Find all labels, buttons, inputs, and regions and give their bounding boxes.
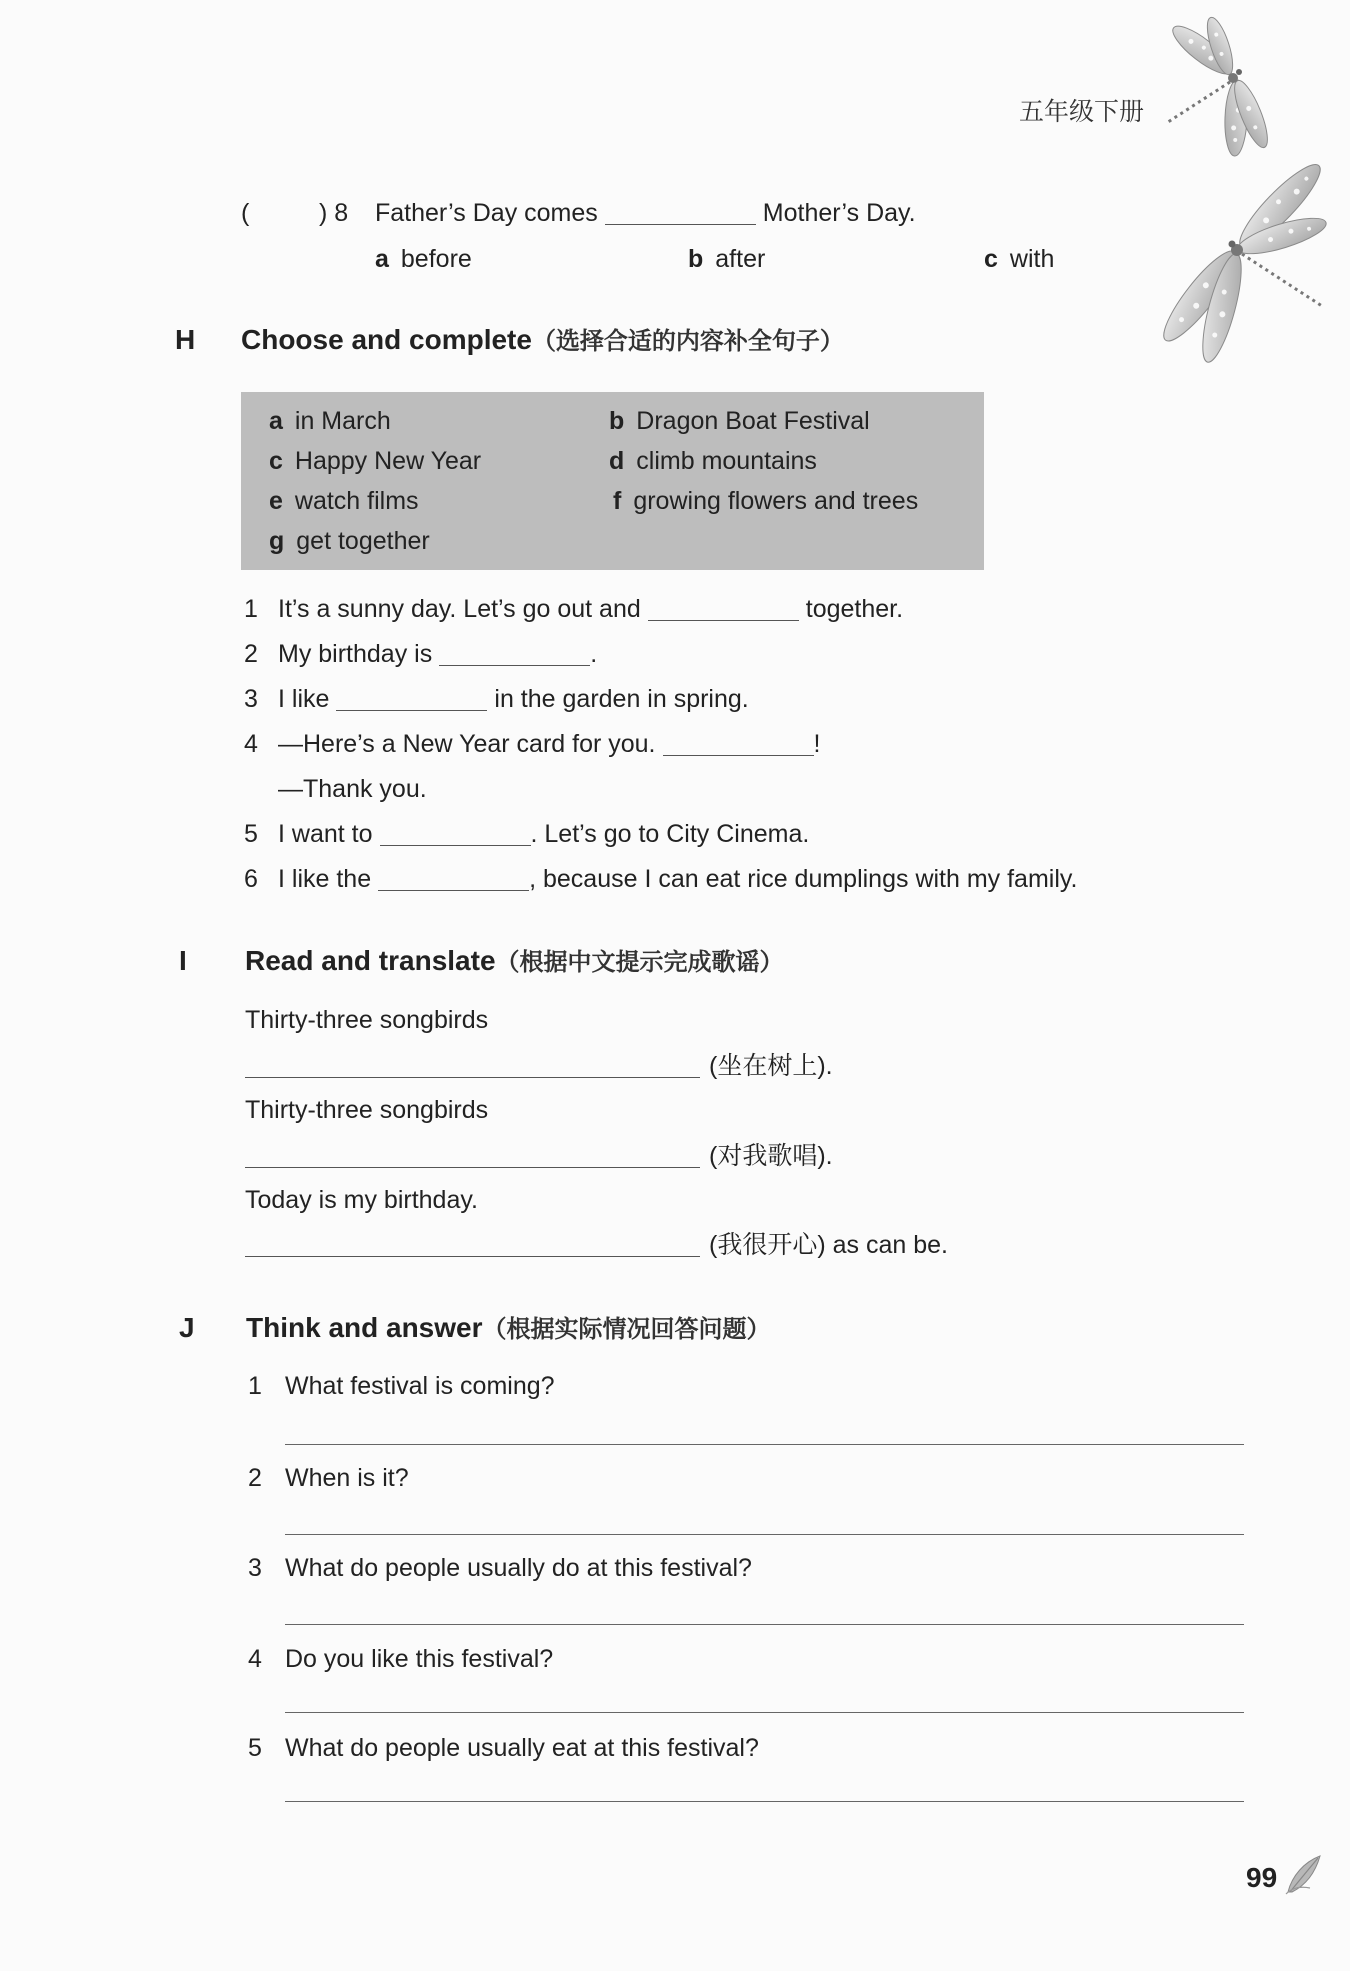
verse-hint: (我很开心) as can be. <box>709 1231 948 1259</box>
j-question-number: 1 <box>248 1372 262 1400</box>
h-item-6-blank[interactable] <box>378 870 529 891</box>
h-item-4-blank[interactable] <box>663 735 814 756</box>
verse-translation-2 <box>245 1141 833 1171</box>
h-item-2: My birthday is . <box>278 640 598 668</box>
verse-3-blank[interactable] <box>245 1236 700 1257</box>
j-question-4: Do you like this festival? <box>285 1645 554 1673</box>
section-h-title: Choose and complete <box>241 324 532 355</box>
h-item-1: It’s a sunny day. Let’s go out and together. <box>278 595 904 623</box>
verse-translation-1 <box>245 1051 833 1081</box>
h-item-number: 6 <box>244 865 258 893</box>
word-box-item-b: b Dragon Boat Festival <box>609 407 870 435</box>
j-question-5: What do people usually eat at this festival? <box>285 1734 759 1762</box>
j-answer-line-2[interactable] <box>285 1534 1244 1535</box>
verse-2-blank[interactable] <box>245 1147 700 1168</box>
q8-number: ) 8 <box>319 199 349 227</box>
j-question-number: 5 <box>248 1734 262 1762</box>
word-box <box>241 392 984 570</box>
word-box-item-c: c Happy New Year <box>269 447 482 475</box>
word-box-item-f: f growing flowers and trees <box>613 487 919 515</box>
section-h-title-cn: （选择合适的内容补全句子） <box>531 328 844 355</box>
q8-option-a: a before <box>375 245 472 273</box>
h-item-4: —Here’s a New Year card for you. ! <box>278 730 821 758</box>
dragonfly-icon <box>1150 10 1340 380</box>
page-number: 99 <box>1246 1862 1278 1893</box>
section-i-title: Read and translate <box>245 945 496 976</box>
j-question-number: 4 <box>248 1645 262 1673</box>
section-h-heading <box>241 323 844 359</box>
h-item-3: I like in the garden in spring. <box>278 685 749 713</box>
word-box-item-e: e watch films <box>269 487 419 515</box>
q8-text-after: Mother’s Day. <box>762 199 916 227</box>
q8-answer-blank[interactable] <box>605 204 756 225</box>
h-item-number: 4 <box>244 730 258 758</box>
verse-hint: (坐在树上). <box>709 1052 833 1080</box>
verse-hint: (对我歌唱). <box>709 1142 833 1170</box>
verse-line: Thirty-three songbirds <box>245 1006 489 1034</box>
q8-text-before: Father’s Day comes <box>375 199 598 227</box>
j-question-1: What festival is coming? <box>285 1372 555 1400</box>
word-box-item-a: a in March <box>269 407 391 435</box>
j-question-3: What do people usually do at this festival? <box>285 1554 752 1582</box>
h-item-4-reply: —Thank you. <box>278 775 427 803</box>
j-answer-line-4[interactable] <box>285 1712 1244 1713</box>
j-answer-line-5[interactable] <box>285 1801 1244 1802</box>
h-item-number: 3 <box>244 685 258 713</box>
section-j-title: Think and answer <box>246 1312 483 1343</box>
section-j-letter: J <box>179 1312 195 1343</box>
h-item-2-blank[interactable] <box>439 645 590 666</box>
h-item-5-blank[interactable] <box>380 825 531 846</box>
h-item-number: 1 <box>244 595 258 623</box>
verse-1-blank[interactable] <box>245 1057 700 1078</box>
verse-line: Thirty-three songbirds <box>245 1096 489 1124</box>
h-item-6: I like the , because I can eat rice dumplings with my family. <box>278 865 1078 893</box>
section-j-heading <box>246 1311 771 1347</box>
h-item-number: 5 <box>244 820 258 848</box>
j-question-number: 2 <box>248 1464 262 1492</box>
leaf-icon <box>1284 1852 1324 1896</box>
grade-label: 五年级下册 <box>1019 98 1145 126</box>
q8-option-c: c with <box>984 245 1055 273</box>
j-question-2: When is it? <box>285 1464 409 1492</box>
section-i-letter: I <box>179 945 187 976</box>
section-i-title-cn: （根据中文提示完成歌谣） <box>495 949 784 976</box>
word-box-item-d: d climb mountains <box>609 447 817 475</box>
h-item-5: I want to . Let’s go to City Cinema. <box>278 820 810 848</box>
j-question-number: 3 <box>248 1554 262 1582</box>
h-item-1-blank[interactable] <box>648 600 799 621</box>
j-answer-line-3[interactable] <box>285 1624 1244 1625</box>
section-h-letter: H <box>175 324 196 355</box>
q8-open-paren: ( <box>241 199 250 227</box>
verse-translation-3 <box>245 1230 948 1260</box>
q8-sentence <box>375 198 916 228</box>
section-i-heading <box>245 944 784 980</box>
q8-option-b: b after <box>688 245 766 273</box>
verse-line: Today is my birthday. <box>245 1186 478 1214</box>
h-item-number: 2 <box>244 640 258 668</box>
section-j-title-cn: （根据实际情况回答问题） <box>482 1316 771 1343</box>
h-item-3-blank[interactable] <box>336 690 487 711</box>
j-answer-line-1[interactable] <box>285 1444 1244 1445</box>
word-box-item-g: g get together <box>269 527 430 555</box>
